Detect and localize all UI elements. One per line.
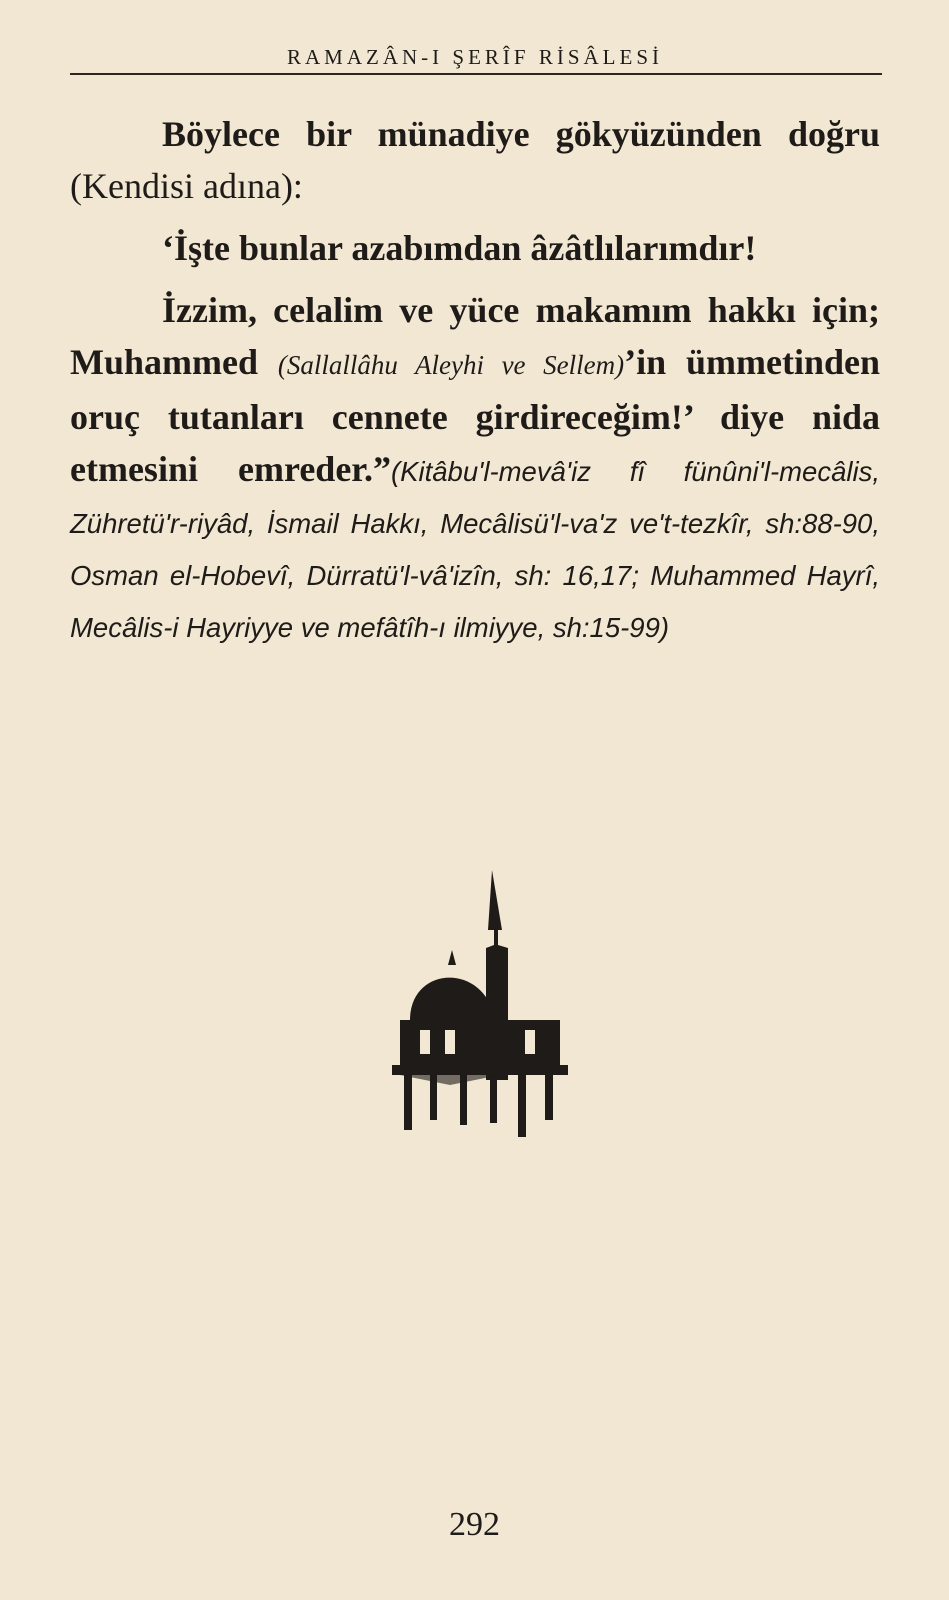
citation: (Kitâbu'l-mevâ'iz fî fünûni'l-mecâlis, Zühretü'r-riyâd, İsmail Hakkı, Mecâlisü'l-va'z ve't-tezkîr, sh:88-90, Osman el-Hobevî, Dürratü'l-vâ'izîn, sh: 16,17; Muhammed Hayrî, Mecâlis-i Hayriyye ve mefâtîh-ı ilmiyye, sh:15-99) (70, 456, 880, 643)
paragraph-1-bold: Böylece bir münadiye gökyüzünden doğru (162, 114, 880, 154)
mosque-minaret-icon (390, 870, 570, 1145)
paragraph-3-bold-start: İzzim, celalim ve yüce makamım hakkı için; Muhammed (70, 290, 880, 382)
paragraph-2-bold: ‘İşte bunlar azabımdan âzâtlılarımdır! (162, 228, 757, 268)
main-text (70, 108, 880, 651)
paragraph-2 (70, 222, 880, 274)
page-number: 292 (449, 1506, 500, 1543)
paragraph-1 (70, 108, 880, 212)
paragraph-3-salutation: (Sallallâhu Aleyhi ve Sellem) (277, 350, 625, 380)
paragraph-3-bold-end: ’in ümmetinden oruç tutanları cennete girdireceğim!’ diye nida etmesini emreder.” (70, 342, 881, 489)
paragraph-3 (70, 284, 880, 651)
header-rule (70, 73, 882, 75)
paragraph-1-normal: (Kendisi adına): (70, 166, 303, 206)
running-header: RAMAZÂN-I ŞERÎF RİSÂLESİ (286, 45, 663, 69)
